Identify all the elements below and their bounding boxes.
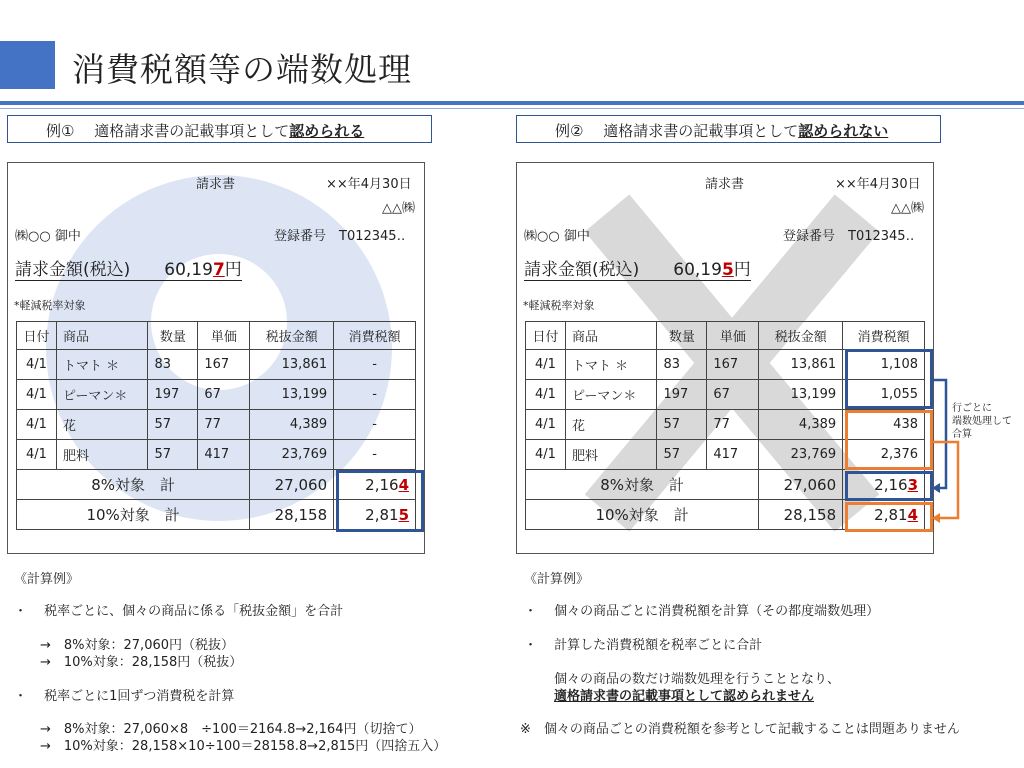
table-row: 4/1 肥料 57 417 23,769 2,376 (526, 440, 925, 470)
col-tax: 消費税額 (334, 322, 416, 350)
calc2-note: ※ 個々の商品ごとの消費税額を参考として記載することは問題ありません (520, 722, 960, 737)
calc2-conclusion: 適格請求書の記載事項として認められません (554, 689, 815, 704)
col-price: 単価 (707, 322, 759, 350)
calc-title-1: 《計算例》 (14, 572, 80, 587)
sum-8-row: 8%対象 計 27,060 2,164 (17, 470, 416, 500)
calc1-line: → 8%対象：27,060×8 ÷100＝2164.8→2,164円（切捨て） (40, 722, 422, 737)
reduced-rate-note: *軽減税率対象 (14, 299, 86, 312)
invoice-total: 請求金額(税込) 60,195円 (524, 255, 751, 281)
invoice-issuer: △△㈱ (891, 201, 924, 216)
table-row: 4/1 肥料 57 417 23,769 - (17, 440, 416, 470)
col-qty: 数量 (657, 322, 707, 350)
invoice-recipient: ㈱○○ 御中 (15, 229, 81, 244)
highlight-8pct-rows (845, 349, 933, 409)
invoice-issuer: △△㈱ (382, 201, 415, 216)
connector-arrows (932, 370, 972, 530)
table-row: 4/1 花 57 77 4,389 - (17, 410, 416, 440)
example1-label: 例① 適格請求書の記載事項として認められる (7, 115, 432, 143)
col-price: 単価 (198, 322, 250, 350)
calc1-line: → 8%対象：27,060円（税抜） (40, 638, 235, 653)
table-row: 4/1 花 57 77 4,389 438 (526, 410, 925, 440)
highlight-8pct-total (845, 471, 933, 501)
reduced-rate-note: *軽減税率対象 (523, 299, 595, 312)
registration-number: 登録番号 T012345‥ (274, 229, 406, 244)
registration-number: 登録番号 T012345‥ (783, 229, 915, 244)
col-date: 日付 (17, 322, 57, 350)
calc1-line: ・ 税率ごとに1回ずつ消費税を計算 (14, 689, 235, 704)
invoice-date: ××年4月30日 (835, 177, 921, 192)
calc-title-2: 《計算例》 (524, 572, 590, 587)
col-amount: 税抜金額 (250, 322, 334, 350)
calc2-line: ・ 個々の商品ごとに消費税額を計算（その都度端数処理） (524, 604, 880, 619)
table-row: 4/1 ピーマン＊ 197 67 13,199 1,055 (526, 380, 925, 410)
calc2-line: 個々の商品の数だけ端数処理を行うこととなり、 (554, 672, 841, 687)
sum-10-row: 10%対象 計 28,158 2,814 (526, 500, 925, 530)
col-tax: 消費税額 (843, 322, 925, 350)
invoice-example1 (7, 162, 425, 554)
invoice-date: ××年4月30日 (326, 177, 412, 192)
invoice-heading: 請求書 (705, 177, 745, 192)
calc1-line: → 10%対象：28,158×10÷100＝28158.8→2,815円（四捨五入） (40, 739, 447, 754)
calc1-line: → 10%対象：28,158円（税抜） (40, 655, 243, 670)
table-row: 4/1 ピーマン＊ 197 67 13,199 - (17, 380, 416, 410)
highlight-10pct-rows (845, 410, 933, 470)
col-item: 商品 (56, 322, 148, 350)
example2-label: 例② 適格請求書の記載事項として認められない (516, 115, 941, 143)
calc1-line: ・ 税率ごとに、個々の商品に係る「税抜金額」を合計 (14, 604, 344, 619)
header-accent-block (0, 41, 55, 89)
header-rule (0, 101, 1024, 105)
table-row: 4/1 トマト ＊ 83 167 13,861 - (17, 350, 416, 380)
invoice-total: 請求金額(税込) 60,197円 (15, 255, 242, 281)
side-note: 行ごとに 端数処理して 合算 (952, 403, 1012, 440)
highlight-tax-totals (336, 470, 424, 532)
table-row: 4/1 トマト ＊ 83 167 13,861 1,108 (526, 350, 925, 380)
highlight-10pct-total (845, 502, 933, 532)
col-date: 日付 (526, 322, 566, 350)
invoice-heading: 請求書 (196, 177, 236, 192)
invoice-example2 (516, 162, 934, 554)
col-item: 商品 (565, 322, 657, 350)
invoice-recipient: ㈱○○ 御中 (524, 229, 590, 244)
header-rule-thin (0, 108, 1024, 109)
sum-10-row: 10%対象 計 28,158 2,815 (17, 500, 416, 530)
col-amount: 税抜金額 (759, 322, 843, 350)
calc2-line: ・ 計算した消費税額を税率ごとに合計 (524, 638, 763, 653)
col-qty: 数量 (148, 322, 198, 350)
sum-8-row: 8%対象 計 27,060 2,163 (526, 470, 925, 500)
page-title: 消費税額等の端数処理 (72, 50, 412, 89)
